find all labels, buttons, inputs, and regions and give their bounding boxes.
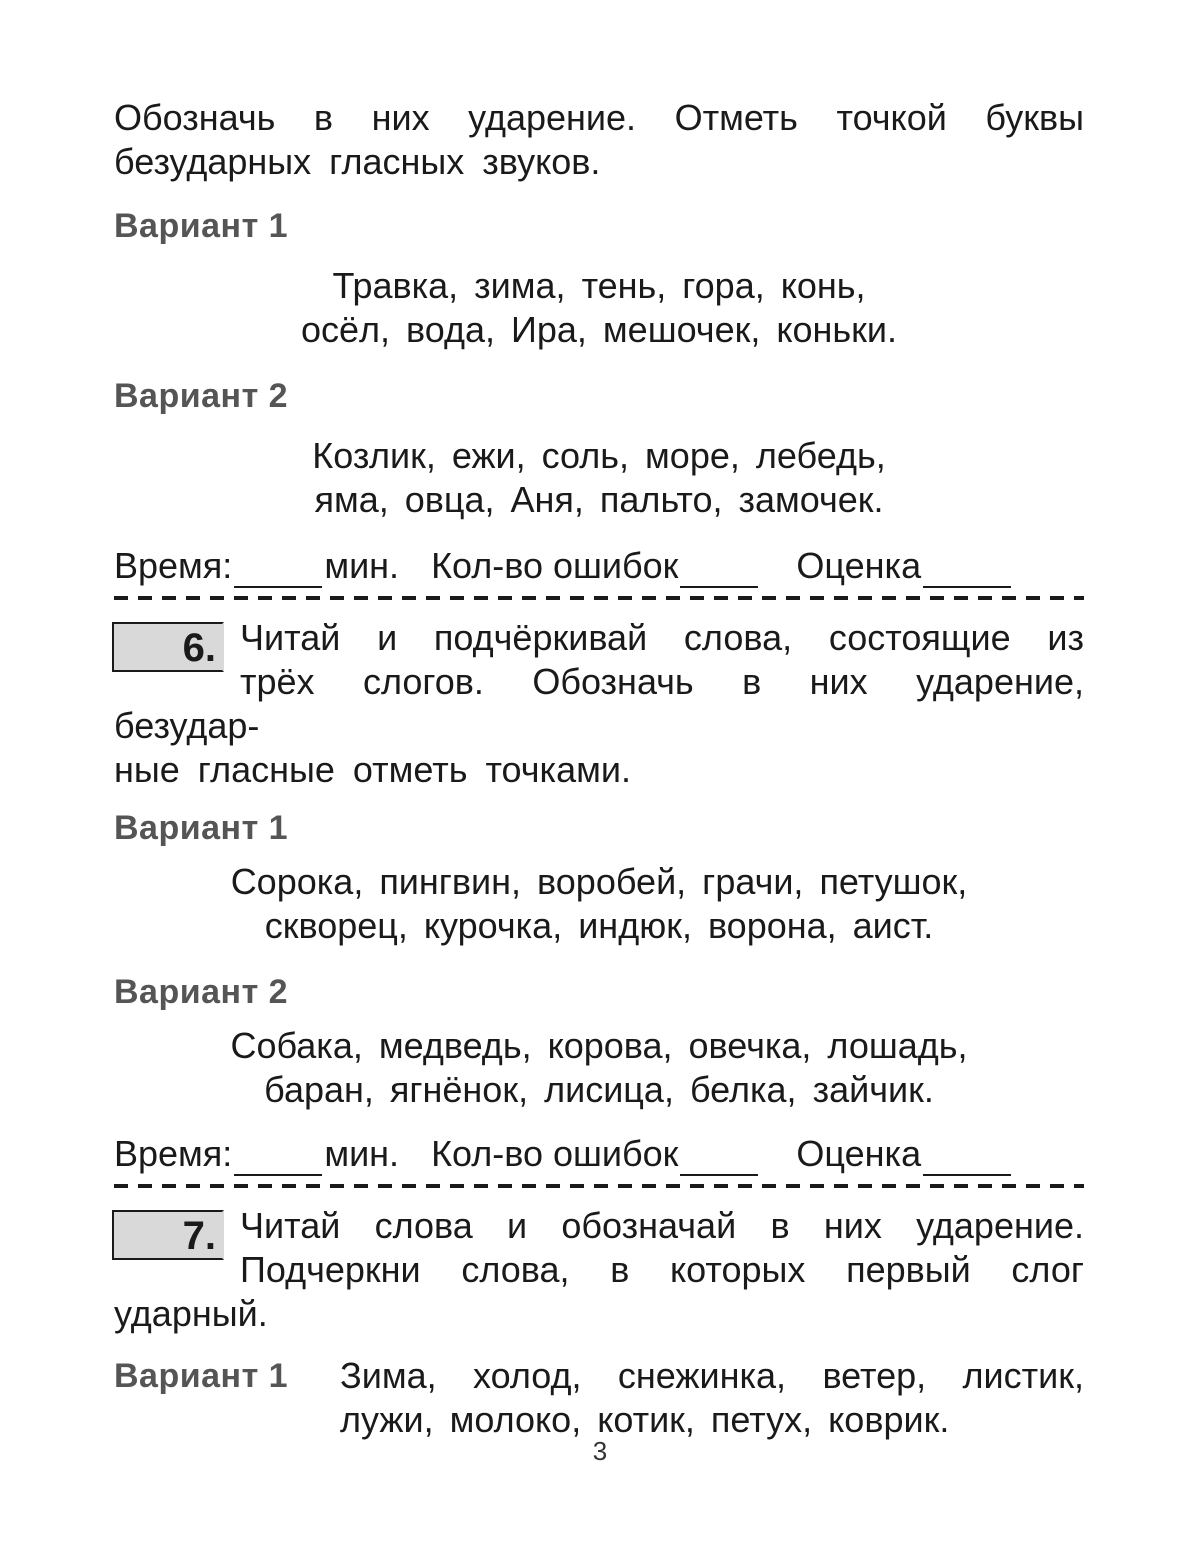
time-field[interactable] — [234, 556, 322, 588]
instruction-line: ные гласные отметь точками. — [114, 749, 631, 790]
worksheet-page — [114, 96, 1084, 1442]
instruction-line: Читай и подчёркивай слова, состоящие из — [240, 617, 1084, 658]
word-line: Зима, холод, снежинка, ветер, листик, — [340, 1355, 1084, 1396]
minutes-label: мин. — [324, 545, 400, 586]
task5-variant2 — [114, 374, 1084, 522]
word-list — [114, 434, 1084, 522]
result-row — [114, 544, 1084, 588]
grade-label: Оценка — [796, 545, 922, 586]
word-list — [114, 264, 1084, 352]
variant-label: Вариант 1 — [114, 809, 289, 847]
word-line: осёл, вода, Ира, мешочек, коньки. — [300, 309, 898, 350]
task-number: 7. — [182, 1214, 216, 1258]
word-line: Собака, медведь, корова, овечка, лошадь, — [230, 1025, 968, 1066]
grade-field[interactable] — [923, 556, 1011, 588]
time-label: Время: — [114, 545, 233, 586]
word-list — [340, 1354, 1084, 1442]
word-list — [114, 860, 1084, 948]
time-label: Время: — [114, 1133, 233, 1174]
task5-instruction — [114, 96, 1084, 184]
task7-variant1 — [114, 1354, 1084, 1442]
grade-field[interactable] — [923, 1144, 1011, 1176]
task6-instruction — [114, 616, 1084, 792]
instruction-line: Читай слова и обозначай в них ударение. — [240, 1205, 1084, 1246]
word-line: баран, ягнёнок, лисица, белка, зайчик. — [264, 1069, 934, 1110]
task6-variant1 — [114, 806, 1084, 948]
dashed-separator — [114, 596, 1084, 600]
word-line: скворец, курочка, индюк, ворона, аист. — [264, 905, 934, 946]
task-number-box — [112, 622, 224, 672]
minutes-label: мин. — [324, 1133, 400, 1174]
instruction-line: трёх слогов. Обозначь в них ударение, безудар- — [114, 661, 1084, 746]
word-line: лужи, молоко, котик, петух, коврик. — [340, 1399, 950, 1440]
word-line: Травка, зима, тень, гора, конь, — [332, 265, 866, 306]
dashed-separator — [114, 1184, 1084, 1188]
task7-instruction — [114, 1204, 1084, 1336]
word-line: Сорока, пингвин, воробей, грачи, петушок, — [230, 861, 968, 902]
variant-label: Вариант 1 — [114, 1357, 289, 1395]
errors-field[interactable] — [680, 556, 758, 588]
variant-label: Вариант 2 — [114, 377, 289, 415]
task-number: 6. — [182, 626, 216, 670]
result-row — [114, 1132, 1084, 1176]
word-list — [114, 1024, 1084, 1112]
task-number-box — [112, 1210, 224, 1260]
task6-variant2 — [114, 970, 1084, 1112]
instruction-line: Подчеркни слова, в которых первый слог ударный. — [114, 1249, 1084, 1334]
page-number: 3 — [592, 1436, 608, 1466]
instruction-line: безударных гласных звуков. — [114, 141, 601, 182]
word-line: яма, овца, Аня, пальто, замочек. — [314, 479, 884, 520]
errors-label: Кол-во ошибок — [431, 545, 679, 586]
errors-label: Кол-во ошибок — [431, 1133, 679, 1174]
errors-field[interactable] — [680, 1144, 758, 1176]
grade-label: Оценка — [796, 1133, 922, 1174]
task5-variant1 — [114, 204, 1084, 352]
variant-label: Вариант 2 — [114, 973, 289, 1011]
variant-label: Вариант 1 — [114, 207, 289, 245]
time-field[interactable] — [234, 1144, 322, 1176]
instruction-line: Обозначь в них ударение. Отметь точкой буквы — [114, 97, 1084, 138]
word-line: Козлик, ежи, соль, море, лебедь, — [312, 435, 886, 476]
